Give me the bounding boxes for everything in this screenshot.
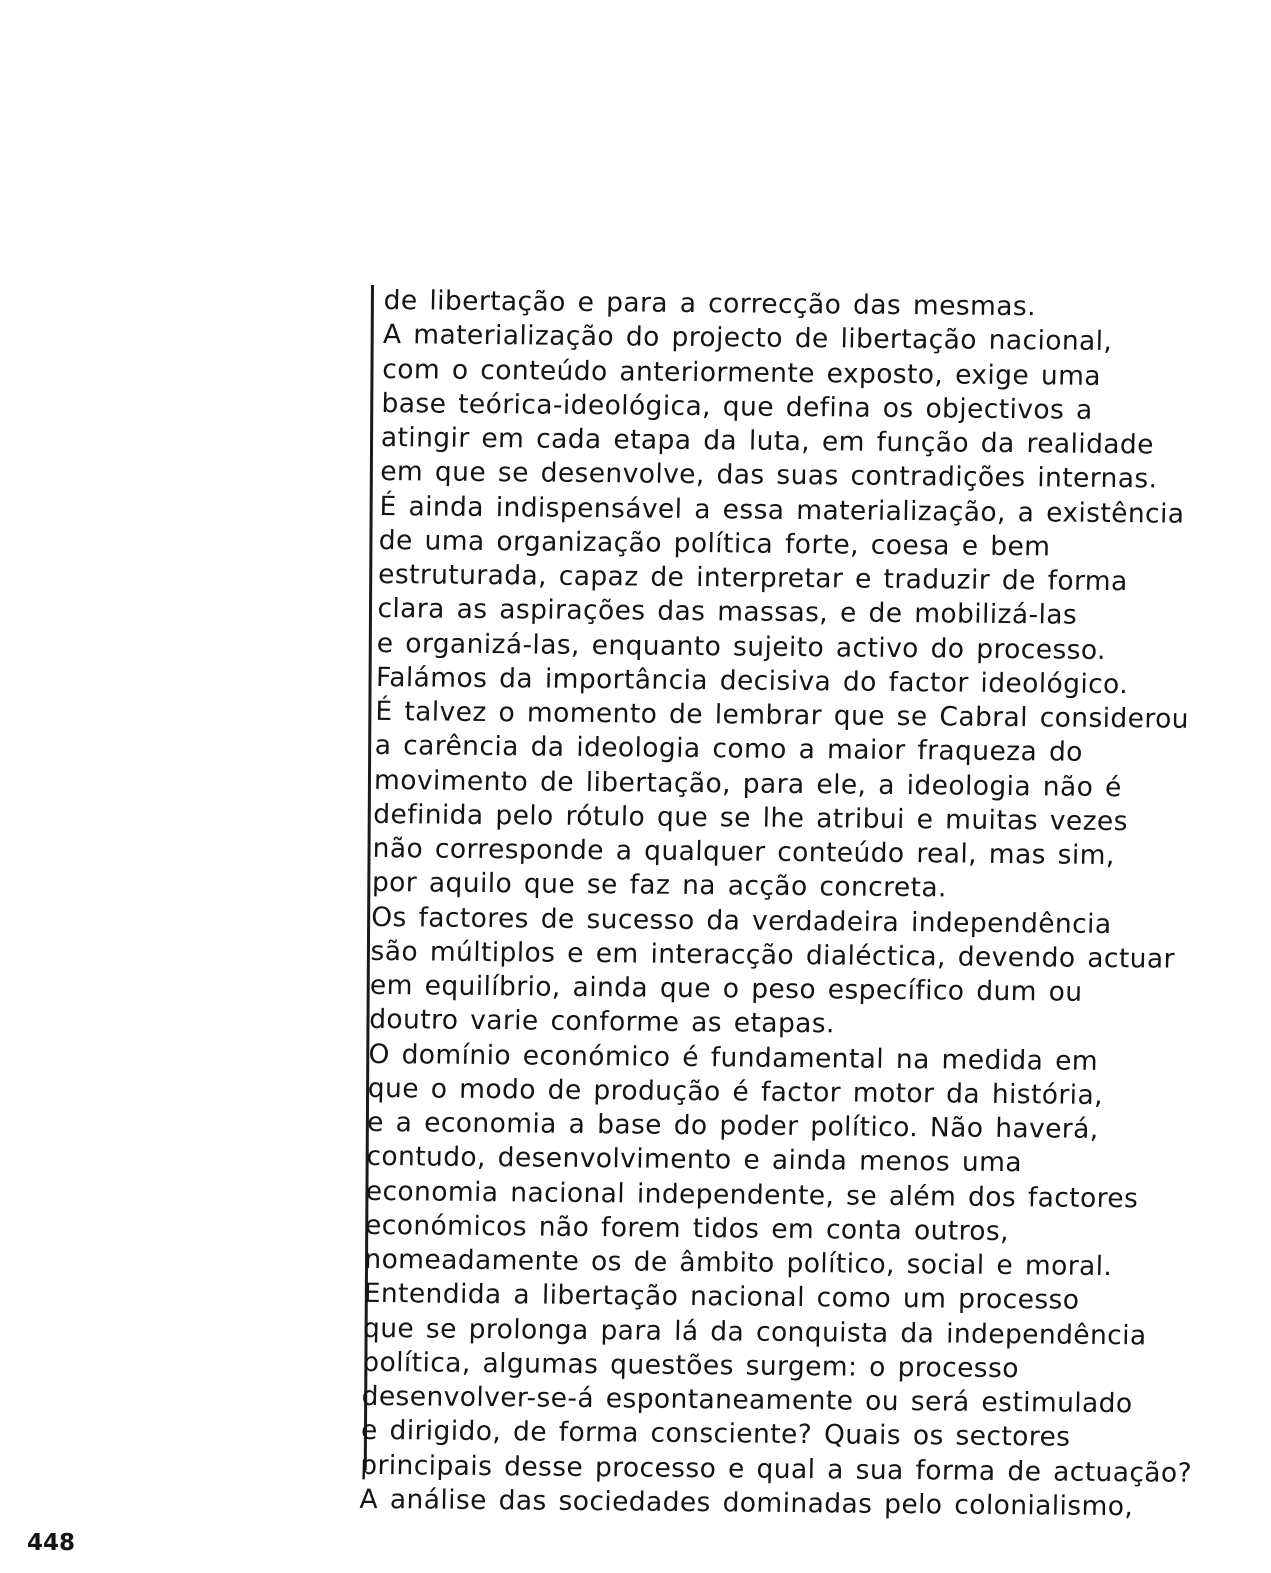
text-line: não corresponde a qualquer conteúdo real, mas sim, (372, 832, 1116, 872)
text-line: em equilíbrio, ainda que o peso específico dum ou (369, 969, 1083, 1008)
page-number: 448 (27, 1530, 76, 1556)
text-line: que se prolonga para lá da conquista da independência (362, 1312, 1147, 1351)
text-line: por aquilo que se faz na acção concreta. (371, 867, 948, 904)
text-line: É talvez o momento de lembrar que se Cabral considerou (375, 695, 1190, 735)
text-line: de libertação e para a correcção das mesmas. (383, 284, 1037, 323)
text-line: A análise das sociedades dominadas pelo colonialismo, (359, 1483, 1134, 1522)
text-line: clara as aspirações das massas, e de mobilizá-las (377, 593, 1078, 631)
text-line: É ainda indispensável a essa materialização, a existência (379, 490, 1185, 530)
text-line: e organizá-las, enquanto sujeito activo do processo. (376, 627, 1107, 666)
text-line: movimento de libertação, para ele, a ideologia não é (373, 764, 1123, 803)
text-line: e dirigido, de forma consciente? Quais os sectores (360, 1415, 1071, 1453)
text-line: Falámos da importância decisiva do factor ideológico. (375, 661, 1129, 700)
text-line: contudo, desenvolvimento e ainda menos uma (366, 1141, 1023, 1179)
text-line: que o modo de produção é factor motor da história, (367, 1072, 1104, 1111)
text-line: Os factores de sucesso da verdadeira independência (370, 901, 1112, 940)
text-line: base teórica-ideológica, que defina os objectivos a (381, 387, 1093, 426)
text-line: economia nacional independente, se além dos factores (365, 1175, 1139, 1214)
text-line: principais desse processo e qual a sua forma de actuação? (359, 1449, 1193, 1489)
text-line: O domínio económico é fundamental na medida em (368, 1038, 1099, 1077)
text-line: a carência da ideologia como a maior fraqueza do (374, 730, 1084, 768)
text-line: de uma organização política forte, coesa e bem (378, 524, 1051, 563)
text-line: nomeadamente os de âmbito político, social e moral. (364, 1243, 1113, 1283)
text-line: A materialização do projecto de libertação nacional, (382, 319, 1113, 358)
text-line: e a economia a base do poder político. Não haverá, (366, 1106, 1099, 1145)
text-line: económicos não forem tidos em conta outros, (364, 1209, 1010, 1247)
body-text (359, 284, 1229, 1525)
text-line: com o conteúdo anteriormente exposto, exige uma (381, 353, 1102, 392)
text-line: são múltiplos e em interacção dialéctica, devendo actuar (370, 935, 1176, 975)
text-line: em que se desenvolve, das suas contradições internas. (379, 456, 1158, 495)
text-line: definida pelo rótulo que se lhe atribui e muitas vezes (373, 798, 1129, 837)
text-line: política, algumas questões surgem: o processo (362, 1346, 1020, 1384)
text-line: atingir em cada etapa da luta, em função da realidade (380, 421, 1155, 461)
text-line: Entendida a libertação nacional como um processo (363, 1278, 1080, 1316)
text-line: estruturada, capaz de interpretar e traduzir de forma (377, 558, 1128, 598)
text-line: doutro varie conforme as etapas. (368, 1004, 836, 1040)
text-line: desenvolver-se-á espontaneamente ou será estimulado (361, 1380, 1133, 1420)
